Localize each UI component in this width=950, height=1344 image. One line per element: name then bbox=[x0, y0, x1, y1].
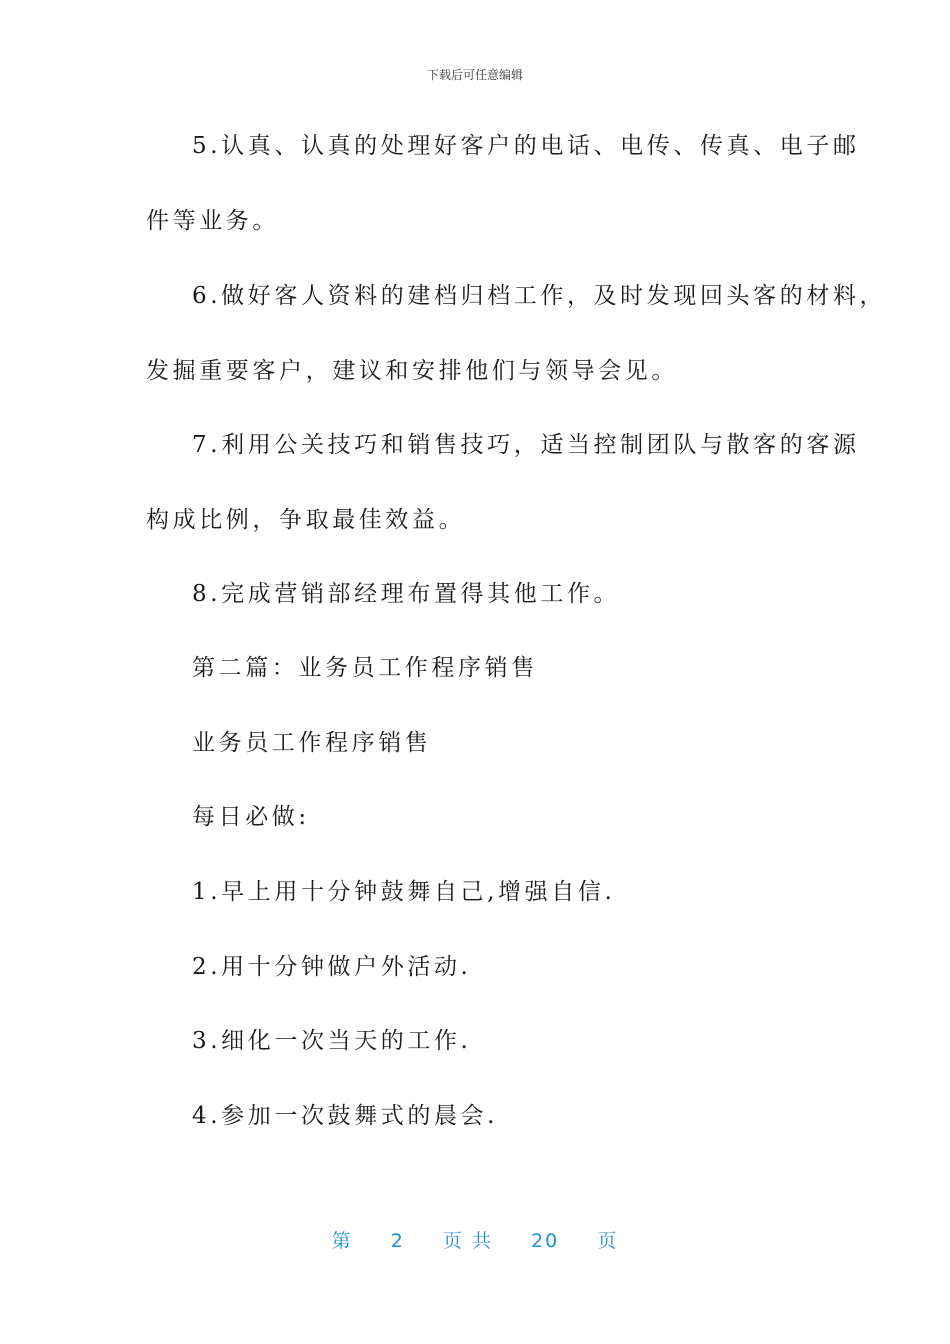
page-footer bbox=[0, 1226, 950, 1253]
paragraph-5-line-1: 5.认真、认真的处理好客户的电话、电传、传真、电子邮 bbox=[192, 133, 860, 159]
current-page-number: 2 bbox=[390, 1230, 405, 1252]
page-label-suffix: 页 bbox=[597, 1230, 619, 1252]
page-label-prefix: 第 bbox=[331, 1230, 353, 1252]
paragraph-7-line-2: 构成比例，争取最佳效益。 bbox=[146, 507, 466, 533]
page-label-middle: 页 共 bbox=[442, 1230, 493, 1252]
paragraph-8: 8.完成营销部经理布置得其他工作。 bbox=[192, 581, 621, 607]
total-pages-number: 20 bbox=[531, 1230, 560, 1252]
daily-task-3: 3.细化一次当天的工作. bbox=[192, 1028, 472, 1054]
paragraph-6-line-1: 6.做好客人资料的建档归档工作，及时发现回头客的材料， bbox=[192, 283, 887, 309]
daily-task-2: 2.用十分钟做户外活动. bbox=[192, 954, 472, 980]
paragraph-6-line-2: 发掘重要客户，建议和安排他们与领导会见。 bbox=[146, 358, 678, 384]
daily-task-4: 4.参加一次鼓舞式的晨会. bbox=[192, 1103, 499, 1129]
daily-task-1: 1.早上用十分钟鼓舞自己,增强自信. bbox=[192, 879, 616, 905]
section-heading: 第二篇：业务员工作程序销售 bbox=[192, 655, 538, 681]
paragraph-5-line-2: 件等业务。 bbox=[146, 208, 279, 234]
daily-tasks-heading: 每日必做: bbox=[192, 804, 310, 830]
section-title: 业务员工作程序销售 bbox=[192, 730, 432, 756]
paragraph-7-line-1: 7.利用公关技巧和销售技巧，适当控制团队与散客的客源 bbox=[192, 432, 860, 458]
page-header: 下载后可任意编辑 bbox=[426, 68, 523, 82]
